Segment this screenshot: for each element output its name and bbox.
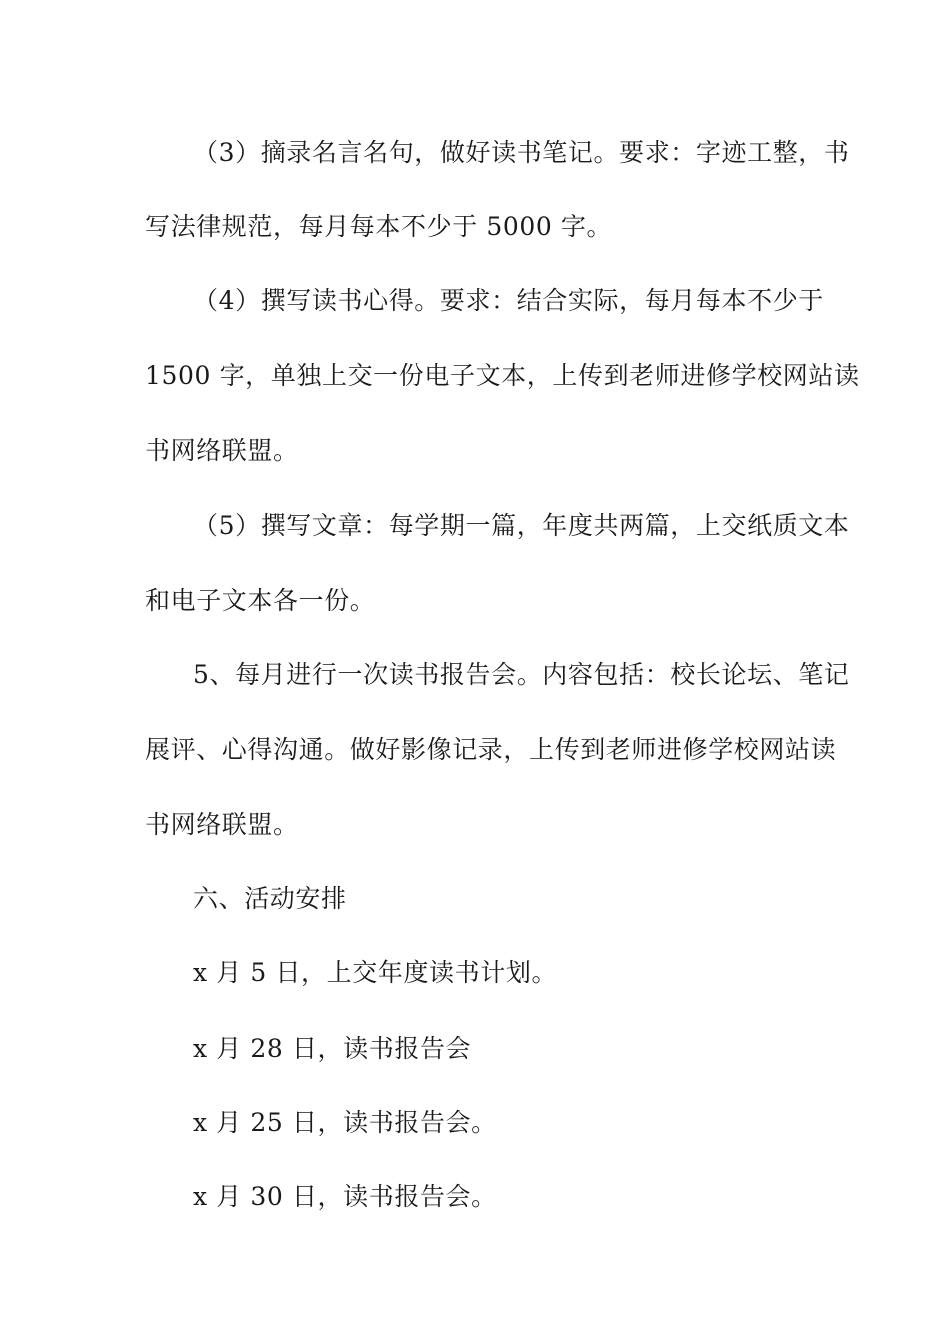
paragraph-item-5-line-2: 和电子文本各一份。 bbox=[145, 586, 376, 615]
schedule-item-2: x 月 28 日，读书报告会 bbox=[193, 1034, 472, 1063]
section-heading-activity-schedule: 六、活动安排 bbox=[193, 884, 347, 913]
schedule-item-4: x 月 30 日，读书报告会。 bbox=[193, 1182, 497, 1211]
paragraph-item-3-line-1: （3）摘录名言名句，做好读书笔记。要求：字迹工整，书 bbox=[193, 138, 850, 167]
paragraph-monthly-report-line-3: 书网络联盟。 bbox=[145, 810, 299, 839]
paragraph-item-4-line-2: 1500 字，单独上交一份电子文本，上传到老师进修学校网站读 bbox=[145, 361, 860, 390]
paragraph-monthly-report-line-2: 展评、心得沟通。做好影像记录，上传到老师进修学校网站读 bbox=[145, 735, 837, 764]
paragraph-item-3-line-2: 写法律规范，每月每本不少于 5000 字。 bbox=[145, 212, 613, 241]
paragraph-item-5-line-1: （5）撰写文章：每学期一篇，年度共两篇，上交纸质文本 bbox=[193, 511, 850, 540]
schedule-item-1: x 月 5 日，上交年度读书计划。 bbox=[193, 958, 558, 987]
paragraph-item-4-line-1: （4）撰写读书心得。要求：结合实际，每月每本不少于 bbox=[193, 286, 824, 315]
schedule-item-3: x 月 25 日，读书报告会。 bbox=[193, 1108, 497, 1137]
paragraph-monthly-report-line-1: 5、每月进行一次读书报告会。内容包括：校长论坛、笔记 bbox=[193, 660, 850, 689]
paragraph-item-4-line-3: 书网络联盟。 bbox=[145, 436, 299, 465]
